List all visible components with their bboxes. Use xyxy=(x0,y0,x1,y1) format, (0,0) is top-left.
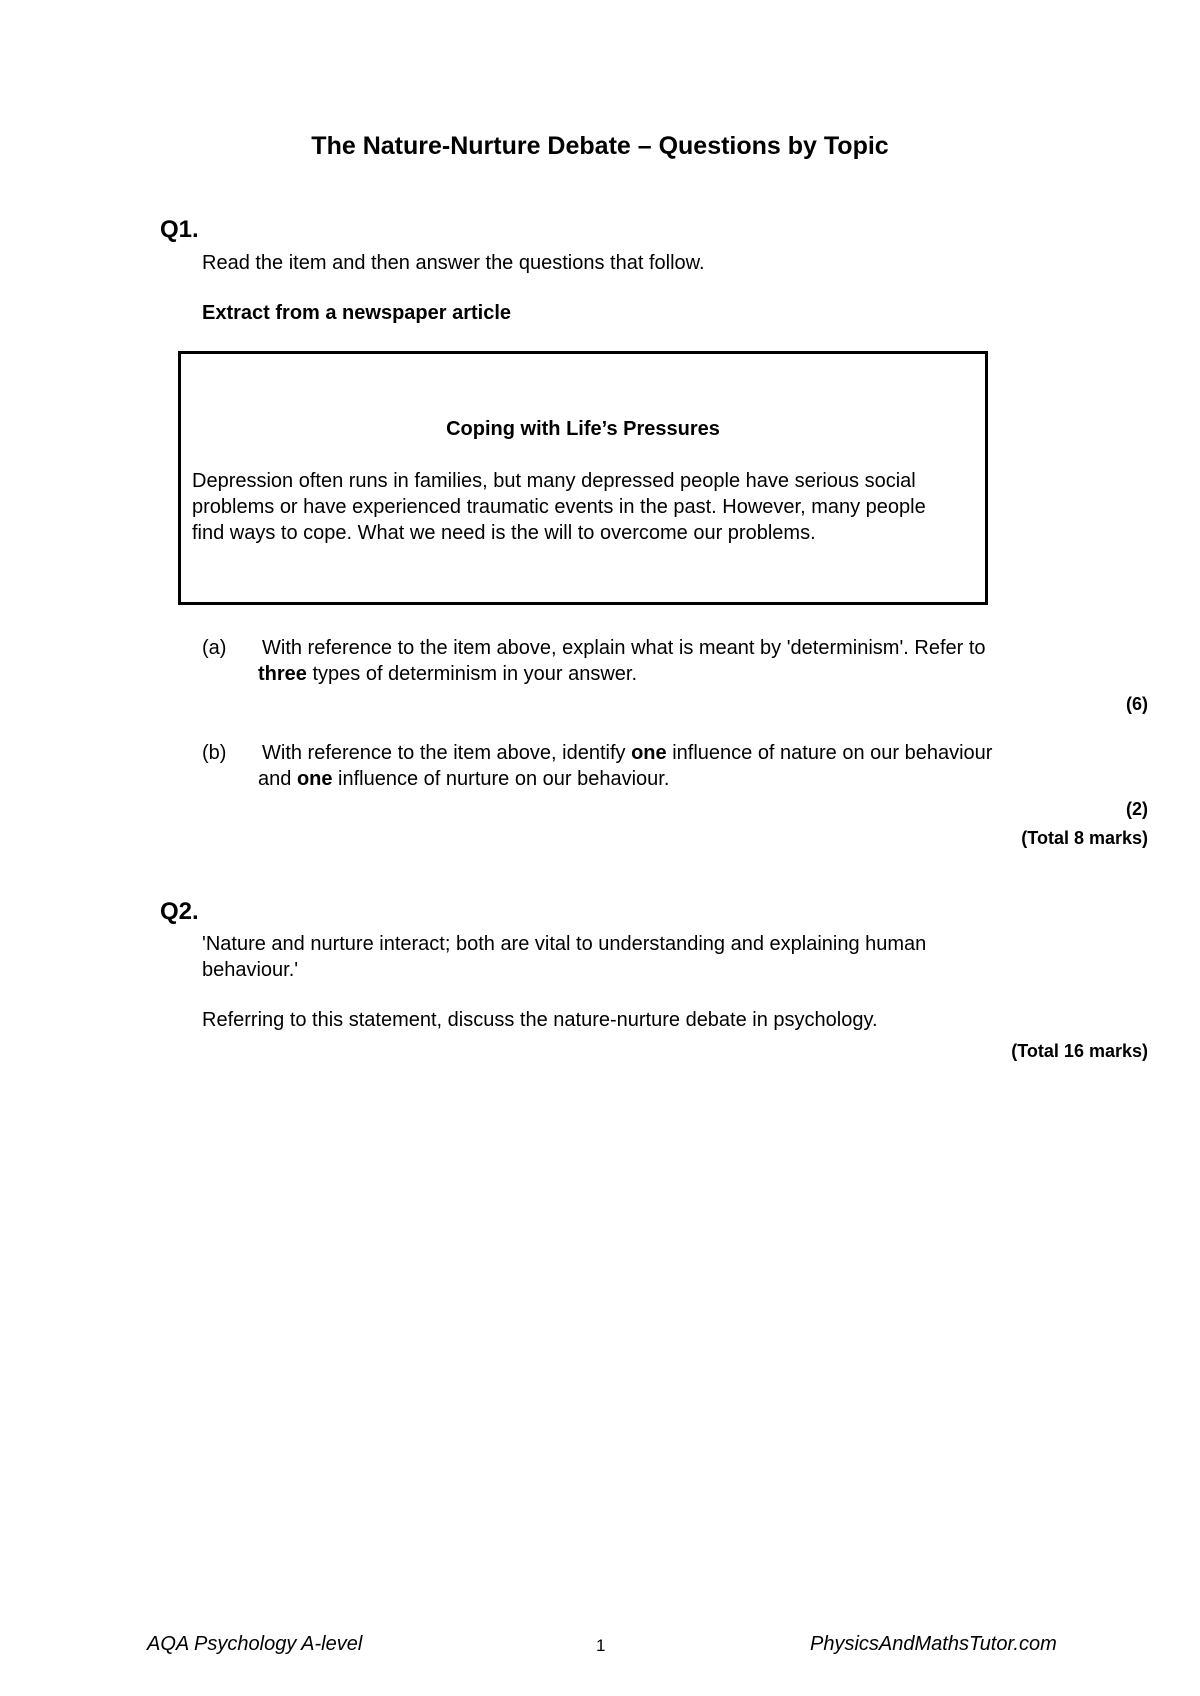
extract-text: Depression often runs in families, but many depressed people have serious social problems or have experienced traumatic events in the past. However, many people find ways to cope. What we need is the will to overcome our problems. xyxy=(192,470,926,544)
part-b-line-1-pre: With reference to the item above, identify xyxy=(262,742,632,764)
footer-course: AQA Psychology A-level xyxy=(147,1633,363,1655)
page-title: The Nature-Nurture Debate – Questions by Topic xyxy=(311,132,889,160)
question-1-total-marks: (Total 8 marks) xyxy=(1021,828,1148,848)
footer-site: PhysicsAndMathsTutor.com xyxy=(810,1633,1057,1655)
part-b-line-2 xyxy=(258,766,669,792)
extract-heading: Coping with Life’s Pressures xyxy=(446,418,720,440)
question-2-total-marks: (Total 16 marks) xyxy=(1011,1041,1148,1061)
part-b-emphasis-1: one xyxy=(631,742,667,764)
question-1-instruction: Read the item and then answer the questions that follow. xyxy=(202,252,705,274)
part-a-label: (a) xyxy=(202,637,227,659)
part-a-line-2-rest: types of determinism in your answer. xyxy=(306,663,638,685)
question-1-number: Q1. xyxy=(160,216,199,243)
part-a-line-1: With reference to the item above, explain what is meant by 'determinism'. Refer to xyxy=(262,637,986,659)
part-b-label: (b) xyxy=(202,742,227,764)
part-b-emphasis-2: one xyxy=(296,768,333,790)
extract-box xyxy=(178,351,988,605)
part-a-marks: (6) xyxy=(1126,694,1148,714)
part-b-line-1 xyxy=(262,740,992,766)
part-b-line-2-post: influence of nurture on our behaviour. xyxy=(332,768,670,790)
question-2-quote-line-1: 'Nature and nurture interact; both are vital to understanding and explaining human xyxy=(202,933,927,955)
part-b-marks: (2) xyxy=(1126,799,1148,819)
part-a-emphasis: three xyxy=(258,663,307,685)
part-b-line-2-pre: and xyxy=(258,768,297,790)
question-2-quote-line-2: behaviour.' xyxy=(202,959,299,981)
footer-page-number: 1 xyxy=(596,1636,606,1655)
extract-label: Extract from a newspaper article xyxy=(202,302,512,324)
part-b-line-1-post: influence of nature on our behaviour xyxy=(666,742,993,764)
question-2-number: Q2. xyxy=(160,898,199,925)
part-a-line-2 xyxy=(258,661,637,687)
question-2-instruction: Referring to this statement, discuss the nature-nurture debate in psychology. xyxy=(202,1009,878,1031)
